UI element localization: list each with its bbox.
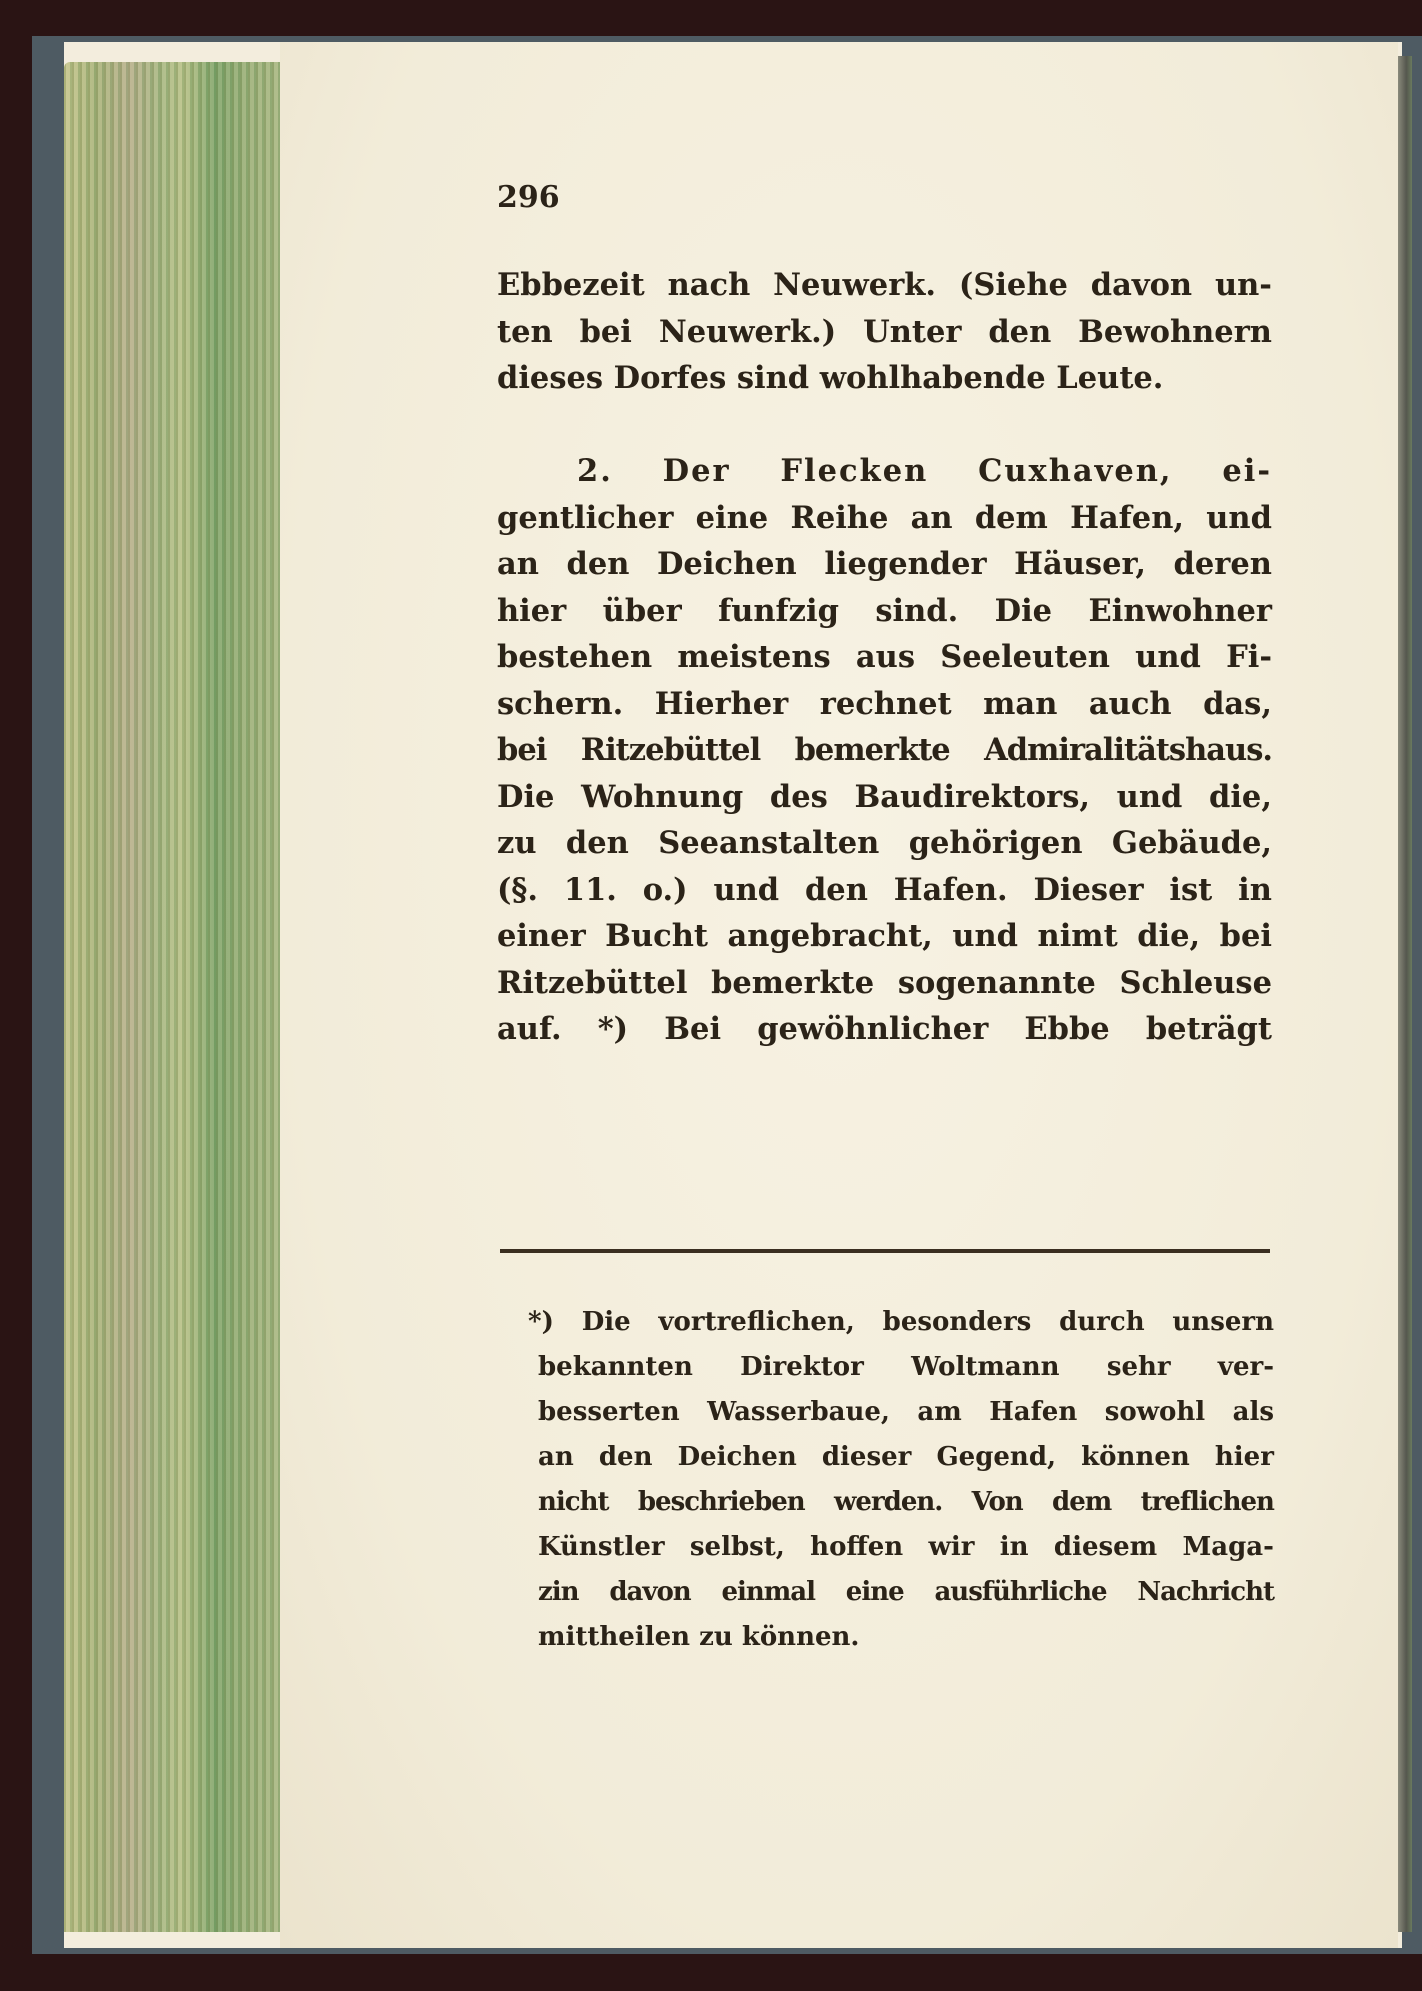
footnote-line: besserten Wasserbaue, am Hafen sowohl als (538, 1397, 1274, 1427)
text-line: schern. Hierher rechnet man auch das, (497, 685, 1272, 722)
text-line: (§. 11. o.) und den Hafen. Dieser ist in (497, 871, 1272, 908)
footnote-line: nicht beschrieben werden. Von dem treflichen (538, 1487, 1274, 1517)
footnote-line: bekannten Direktor Woltmann sehr ver- (538, 1352, 1274, 1382)
text-line: an den Deichen liegender Häuser, deren (497, 546, 1272, 582)
text-line: einer Bucht angebracht, und nimt die, bei (497, 918, 1272, 954)
page-gutter-shadow (1398, 56, 1412, 1932)
text-line: ten bei Neuwerk.) Unter den Bewohnern (497, 313, 1272, 350)
text-line: hier über funfzig sind. Die Einwohner (497, 592, 1272, 629)
text-line: zu den Seeanstalten gehörigen Gebäude, (497, 825, 1272, 861)
footnote-rule (500, 1249, 1270, 1253)
footnote-line: an den Deichen dieser Gegend, können hier (538, 1442, 1274, 1472)
paragraph-gap (497, 402, 1272, 449)
footnote-line: *) Die vortreflichen, besonders durch unsern (528, 1307, 1274, 1337)
footnote-line: mittheilen zu können. (538, 1622, 860, 1652)
footnote-line: Künstler selbst, hoffen wir in diesem Maga- (538, 1532, 1274, 1562)
text-line: auf. *) Bei gewöhnlicher Ebbe beträgt (497, 1011, 1272, 1047)
text-line: Ebbezeit nach Neuwerk. (Siehe davon un- (497, 267, 1272, 303)
footnote-line: zin davon einmal eine ausführliche Nachricht (538, 1577, 1274, 1607)
page-edges-green (64, 62, 280, 1932)
page-number: 296 (497, 180, 560, 215)
text-line: dieses Dorfes sind wohlhabende Leute. (497, 360, 1164, 396)
section-heading-line: 2. Der Flecken Cuxhaven, ei- (577, 453, 1272, 489)
text-line: gentlicher eine Reihe an dem Hafen, und (497, 499, 1272, 536)
text-line: Die Wohnung des Baudirektors, und die, (497, 778, 1272, 815)
footnote (528, 1300, 1274, 1660)
body-text (497, 262, 1272, 1053)
text-line: bei Ritzebüttel bemerkte Admiralitätshaus. (497, 732, 1272, 768)
text-line: bestehen meistens aus Seeleuten und Fi- (497, 639, 1272, 675)
text-line: Ritzebüttel bemerkte sogenannte Schleuse (497, 964, 1272, 1001)
